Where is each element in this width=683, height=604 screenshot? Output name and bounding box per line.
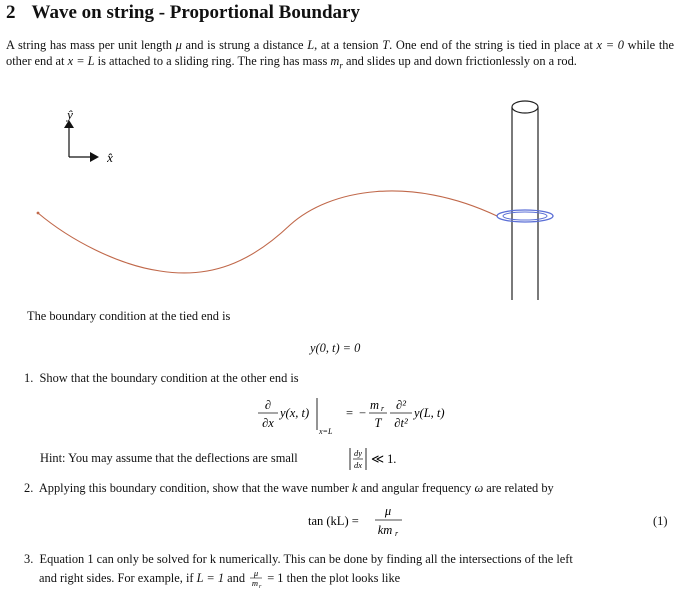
much-less-than-one: ≪ 1. bbox=[371, 452, 397, 466]
tan-kL: tan (kL) = bbox=[308, 514, 359, 528]
string-figure bbox=[0, 95, 683, 300]
eval-point: x=L bbox=[319, 427, 333, 436]
omega-symbol: ω bbox=[474, 481, 484, 495]
dx-symbol: dx bbox=[353, 460, 363, 470]
mr-subscript: r bbox=[381, 404, 385, 413]
equation-label: (1) bbox=[653, 514, 668, 528]
T-symbol: T bbox=[374, 416, 382, 430]
item-text: Applying this boundary condition, show that the wave number bbox=[38, 481, 352, 495]
item-number: 1. bbox=[24, 371, 34, 385]
intro-text: A string has mass per unit length bbox=[6, 38, 176, 52]
x0-expr: x = 0 bbox=[596, 38, 624, 52]
mr-symbol: m bbox=[330, 53, 340, 68]
equals-sign: = bbox=[346, 406, 354, 420]
item-text: and right sides. For example, if bbox=[39, 571, 197, 585]
item-text: are related by bbox=[483, 481, 554, 495]
mr-subscript: r bbox=[395, 529, 399, 538]
item-3 bbox=[24, 552, 573, 567]
item-2 bbox=[24, 481, 554, 496]
y-func: y(x, t) bbox=[280, 406, 310, 420]
y-axis-label: ŷ bbox=[67, 107, 73, 122]
partial-squared: ∂² bbox=[396, 398, 406, 412]
mr-subscript: r bbox=[339, 59, 343, 70]
mu-numerator: μ bbox=[384, 504, 392, 518]
partial-t-squared: ∂t² bbox=[394, 416, 408, 430]
ring-back bbox=[497, 210, 553, 216]
item-number: 3. bbox=[24, 552, 34, 566]
string bbox=[38, 191, 497, 273]
L-symbol: L bbox=[307, 38, 315, 52]
xL-expr: x = L bbox=[67, 53, 95, 68]
section-title-text: Wave on string - Proportional Boundary bbox=[31, 2, 360, 23]
x-axis-label: x̂ bbox=[107, 150, 113, 165]
partial-symbol: ∂ bbox=[264, 398, 272, 412]
k-symbol: k bbox=[351, 481, 358, 495]
intro-text: and slides up and down frictionlessly on a rod. bbox=[342, 53, 577, 68]
boundary-intro: The boundary condition at the tied end is bbox=[27, 309, 231, 323]
item-text: and angular frequency bbox=[357, 481, 475, 495]
mr-symbol: m bbox=[370, 398, 380, 412]
km-denominator: km bbox=[377, 523, 393, 537]
equation-1 bbox=[300, 500, 420, 540]
section-title bbox=[6, 2, 360, 24]
intro-text: . One end of the string is tied in place at bbox=[389, 38, 597, 52]
equation-boundary-L bbox=[256, 396, 466, 438]
intro-text: and is strung a distance bbox=[181, 38, 308, 52]
eq-tied-text: y(0, t) = 0 bbox=[310, 341, 361, 355]
equation-tied-end bbox=[310, 341, 360, 356]
intro-text: , at a tension bbox=[314, 38, 383, 52]
hint-inequality bbox=[348, 446, 410, 472]
item-text: and bbox=[224, 571, 249, 585]
tied-end-point bbox=[37, 212, 40, 215]
ring bbox=[497, 212, 553, 222]
minus-sign: − bbox=[359, 406, 367, 420]
item-text: Equation 1 can only be solved for k numerically. This can be done by finding all the intersections of the left bbox=[39, 552, 573, 566]
item-number: 2. bbox=[24, 481, 34, 495]
item-text: = 1 then the plot looks like bbox=[264, 571, 401, 585]
rod bbox=[512, 101, 538, 300]
mu-over-mr-fraction bbox=[248, 568, 264, 588]
T-symbol: T bbox=[382, 38, 390, 52]
axes-icon bbox=[64, 120, 99, 162]
partial-x: ∂x bbox=[262, 416, 274, 430]
L-equals-1: L = 1 bbox=[196, 571, 225, 585]
intro-text: while the other end at bbox=[6, 38, 674, 68]
hint-text: Hint: You may assume that the deflections are small bbox=[40, 451, 298, 465]
frac-den: m bbox=[252, 578, 259, 588]
mu-symbol: μ bbox=[175, 38, 182, 52]
dy-symbol: dy bbox=[353, 448, 363, 458]
item-3-line-2 bbox=[39, 568, 400, 588]
frac-den-sub: r bbox=[259, 584, 262, 588]
intro-paragraph bbox=[6, 38, 674, 73]
section-number: 2 bbox=[6, 2, 16, 23]
item-1 bbox=[24, 371, 299, 386]
intro-text: is attached to a sliding ring. The ring has mass bbox=[94, 53, 331, 68]
y-L-func: y(L, t) bbox=[414, 406, 445, 420]
item-text: Show that the boundary condition at the other end is bbox=[39, 371, 299, 385]
frac-num: μ bbox=[253, 568, 259, 578]
